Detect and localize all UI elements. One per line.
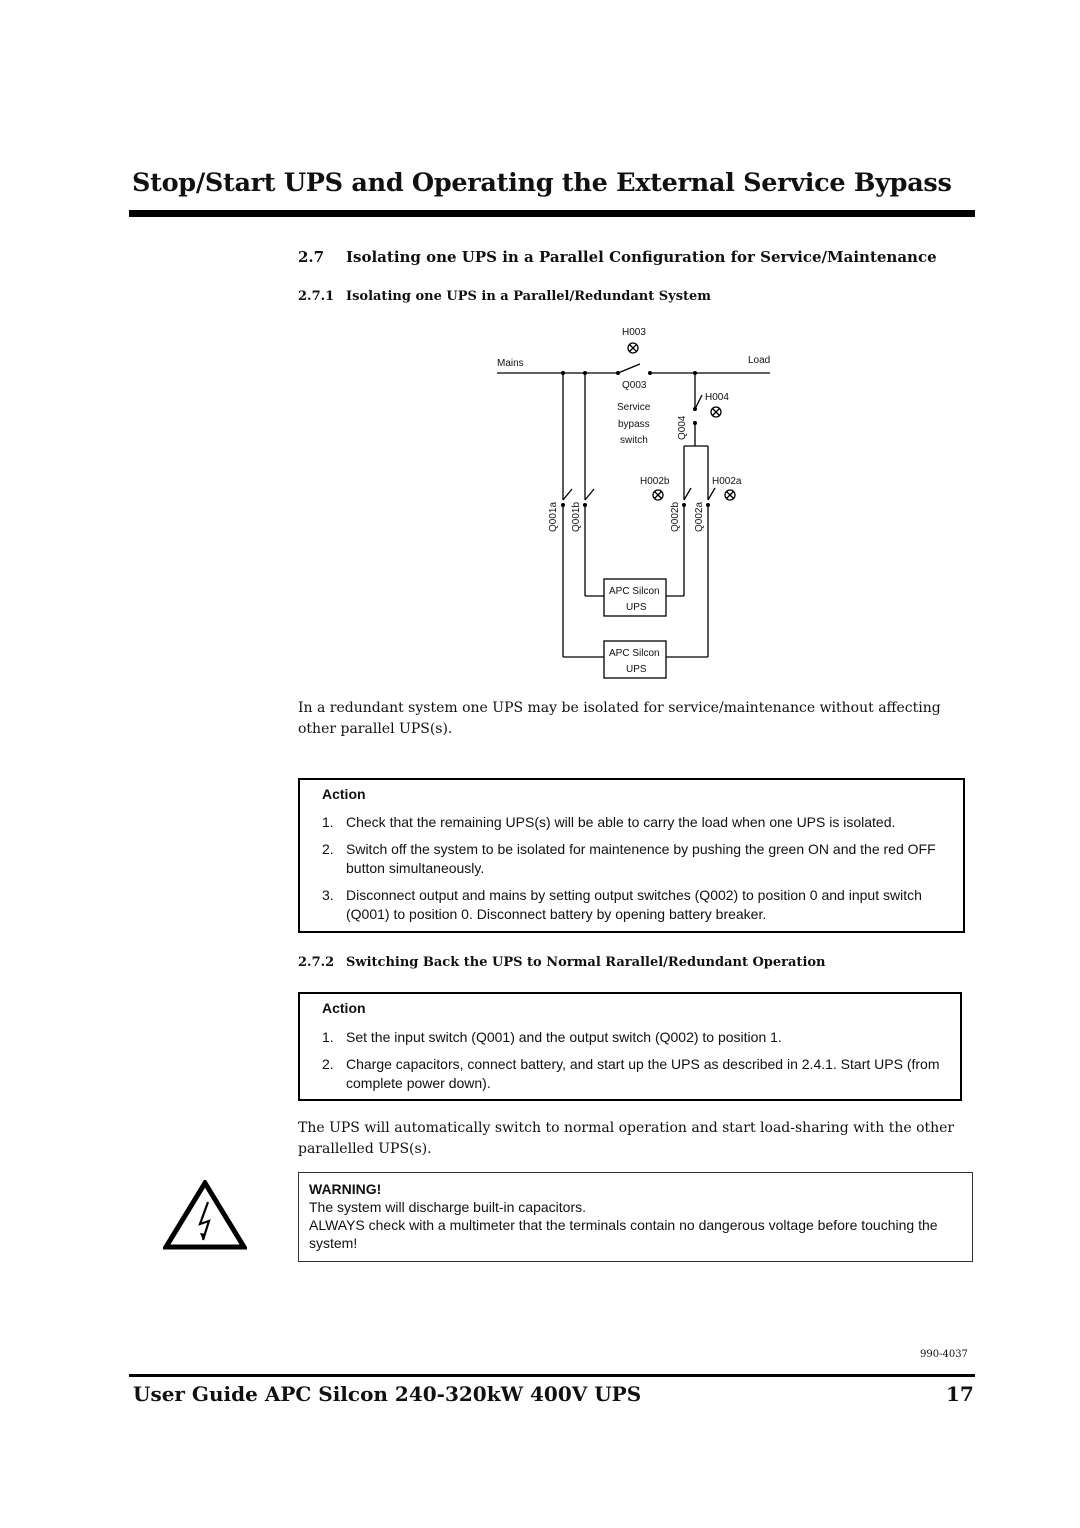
wiring-diagram (480, 318, 780, 693)
label-load: Load (748, 355, 771, 366)
action-steps-list (322, 1028, 947, 1101)
label-h002a: H002a (712, 476, 742, 487)
step-number: 3. (322, 887, 334, 903)
label-bypass: bypass (618, 419, 650, 430)
warning-line-2: ALWAYS check with a multimeter that the terminals contain no dangerous voltage before touching the system! (309, 1217, 938, 1251)
document-number: 990-4037 (920, 1349, 968, 1360)
action-step (322, 813, 962, 832)
step-text: Switch off the system to be isolated for maintenence by pushing the green ON and the red OFF button simultaneously. (346, 841, 936, 876)
ups-1-label-1: APC Silcon (609, 586, 660, 597)
action-heading: Action (322, 1000, 366, 1016)
label-q003: Q003 (622, 380, 647, 391)
ups-2-label-2: UPS (626, 664, 647, 675)
paragraph-redundant-system: In a redundant system one UPS may be isolated for service/maintenance without affecting other parallel UPS(s). (298, 700, 941, 737)
label-q001b: Q001b (571, 501, 582, 532)
title-rule (129, 210, 975, 217)
warning-box (298, 1172, 973, 1262)
step-number: 2. (322, 1056, 334, 1072)
label-q002a: Q002a (694, 501, 705, 532)
action-box-switch-back (298, 992, 962, 1101)
label-q001a: Q001a (548, 501, 559, 532)
step-number: 2. (322, 841, 334, 857)
step-text: Check that the remaining UPS(s) will be able to carry the load when one UPS is isolated. (346, 814, 896, 830)
label-service: Service (617, 402, 651, 413)
section-2-7-1-title: Isolating one UPS in a Parallel/Redundant System (346, 289, 712, 304)
step-number: 1. (322, 814, 334, 830)
action-box-isolate (298, 778, 965, 933)
label-h002b: H002b (640, 476, 670, 487)
action-step (322, 886, 962, 924)
label-switch: switch (620, 435, 648, 446)
section-2-7-heading (298, 248, 937, 266)
section-2-7-number: 2.7 (298, 248, 325, 266)
step-text: Set the input switch (Q001) and the output switch (Q002) to position 1. (346, 1029, 782, 1045)
electrical-hazard-icon (163, 1180, 247, 1250)
label-mains: Mains (497, 358, 524, 369)
section-2-7-1-heading (298, 289, 711, 304)
footer-title: User Guide APC Silcon 240-320kW 400V UPS (133, 1382, 642, 1406)
action-step (322, 1028, 947, 1047)
action-steps-list (322, 813, 962, 932)
ups-1-label-2: UPS (626, 602, 647, 613)
footer-rule (129, 1374, 975, 1377)
warning-heading: WARNING! (309, 1181, 382, 1197)
label-q004: Q004 (677, 415, 688, 440)
label-h004: H004 (705, 392, 729, 403)
action-step (322, 1055, 947, 1093)
ups-2-label-1: APC Silcon (609, 648, 660, 659)
step-text: Disconnect output and mains by setting output switches (Q002) to position 0 and input switch (Q001) to position 0. Disconnect battery by opening battery breaker. (346, 887, 922, 922)
section-2-7-title: Isolating one UPS in a Parallel Configuration for Service/Maintenance (346, 248, 937, 266)
section-2-7-2-number: 2.7.2 (298, 955, 335, 970)
section-2-7-2-heading (298, 955, 826, 970)
page-number: 17 (946, 1382, 974, 1406)
warning-line-1: The system will discharge built-in capacitors. (309, 1199, 586, 1215)
page-title: Stop/Start UPS and Operating the External Service Bypass (132, 168, 952, 198)
label-h003: H003 (622, 327, 646, 338)
label-q002b: Q002b (670, 501, 681, 532)
step-text: Charge capacitors, connect battery, and start up the UPS as described in 2.4.1. Start UPS (from complete power down). (346, 1056, 940, 1091)
section-2-7-1-number: 2.7.1 (298, 289, 335, 304)
action-step (322, 840, 962, 878)
section-2-7-2-title: Switching Back the UPS to Normal Rarallel/Redundant Operation (346, 955, 826, 970)
paragraph-normal-operation: The UPS will automatically switch to normal operation and start load-sharing with the other parallelled UPS(s). (298, 1120, 955, 1157)
step-number: 1. (322, 1029, 334, 1045)
action-heading: Action (322, 786, 366, 802)
